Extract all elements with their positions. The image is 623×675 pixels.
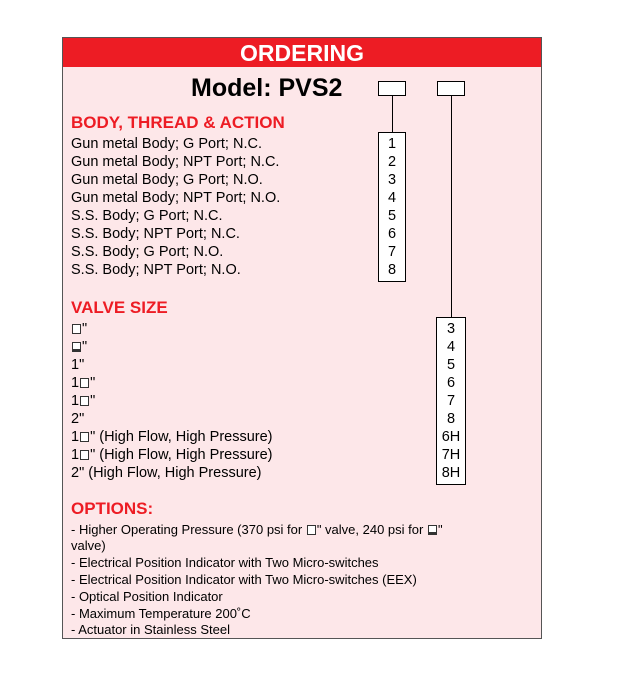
body-code-placeholder	[378, 81, 406, 96]
option-max-temperature: - Maximum Temperature 200˚C	[71, 606, 251, 621]
body-code-column	[378, 132, 406, 282]
body-option-2: Gun metal Body; NPT Port; N.C.	[71, 154, 280, 170]
option-electrical-indicator-eex: - Electrical Position Indicator with Two Micro-switches (EEX)	[71, 572, 417, 587]
fraction-glyph-icon	[80, 450, 89, 460]
size-code-9: 8H	[441, 465, 461, 481]
ordering-card	[62, 37, 542, 639]
body-thread-action-heading: BODY, THREAD & ACTION	[71, 113, 285, 132]
body-code-4: 4	[387, 190, 397, 206]
fraction-glyph-icon	[72, 342, 81, 352]
body-code-6: 6	[387, 226, 397, 242]
body-option-8: S.S. Body; NPT Port; N.O.	[71, 262, 241, 278]
option-electrical-indicator: - Electrical Position Indicator with Two Micro-switches	[71, 555, 379, 570]
option-higher-pressure: - Higher Operating Pressure (370 psi for " valve, 240 psi for "	[71, 522, 443, 537]
size-code-8: 7H	[441, 447, 461, 463]
size-option-3: 1"	[71, 357, 85, 373]
size-code-placeholder	[437, 81, 465, 96]
size-option-2: "	[71, 338, 87, 356]
body-code-2: 2	[387, 154, 397, 170]
size-option-5: 1 "	[71, 393, 96, 409]
option-stainless-actuator: - Actuator in Stainless Steel	[71, 622, 230, 637]
valve-size-heading: VALVE SIZE	[71, 298, 168, 317]
size-code-3: 5	[446, 357, 456, 373]
size-option-9: 2" (High Flow, High Pressure)	[71, 465, 262, 481]
size-option-6: 2"	[71, 411, 85, 427]
option-optical-indicator: - Optical Position Indicator	[71, 589, 223, 604]
size-connector-line	[451, 95, 452, 317]
option-higher-pressure-cont: valve)	[71, 538, 106, 553]
size-code-5: 7	[446, 393, 456, 409]
size-option-7: 1 " (High Flow, High Pressure)	[71, 429, 273, 445]
size-code-7: 6H	[441, 429, 461, 445]
size-option-1: "	[71, 320, 87, 338]
fraction-glyph-icon	[80, 378, 89, 388]
options-heading: OPTIONS:	[71, 499, 154, 518]
fraction-glyph-icon	[428, 525, 437, 535]
body-code-5: 5	[387, 208, 397, 224]
fraction-glyph-icon	[307, 525, 316, 535]
body-option-4: Gun metal Body; NPT Port; N.O.	[71, 190, 281, 206]
body-code-7: 7	[387, 244, 397, 260]
size-code-2: 4	[446, 339, 456, 355]
fraction-glyph-icon	[80, 432, 89, 442]
size-code-6: 8	[446, 411, 456, 427]
fraction-glyph-icon	[72, 324, 81, 334]
model-label: Model: PVS2	[191, 74, 343, 102]
body-option-7: S.S. Body; G Port; N.O.	[71, 244, 224, 260]
body-code-1: 1	[387, 136, 397, 152]
body-option-1: Gun metal Body; G Port; N.C.	[71, 136, 262, 152]
size-option-4: 1 "	[71, 375, 96, 391]
body-code-3: 3	[387, 172, 397, 188]
size-code-column	[436, 317, 466, 485]
body-code-8: 8	[387, 262, 397, 278]
size-code-1: 3	[446, 321, 456, 337]
size-option-8: 1 " (High Flow, High Pressure)	[71, 447, 273, 463]
body-option-6: S.S. Body; NPT Port; N.C.	[71, 226, 240, 242]
size-code-4: 6	[446, 375, 456, 391]
fraction-glyph-icon	[80, 396, 89, 406]
body-connector-line	[392, 95, 393, 133]
body-option-5: S.S. Body; G Port; N.C.	[71, 208, 223, 224]
ordering-header: ORDERING	[63, 38, 541, 67]
body-option-3: Gun metal Body; G Port; N.O.	[71, 172, 263, 188]
